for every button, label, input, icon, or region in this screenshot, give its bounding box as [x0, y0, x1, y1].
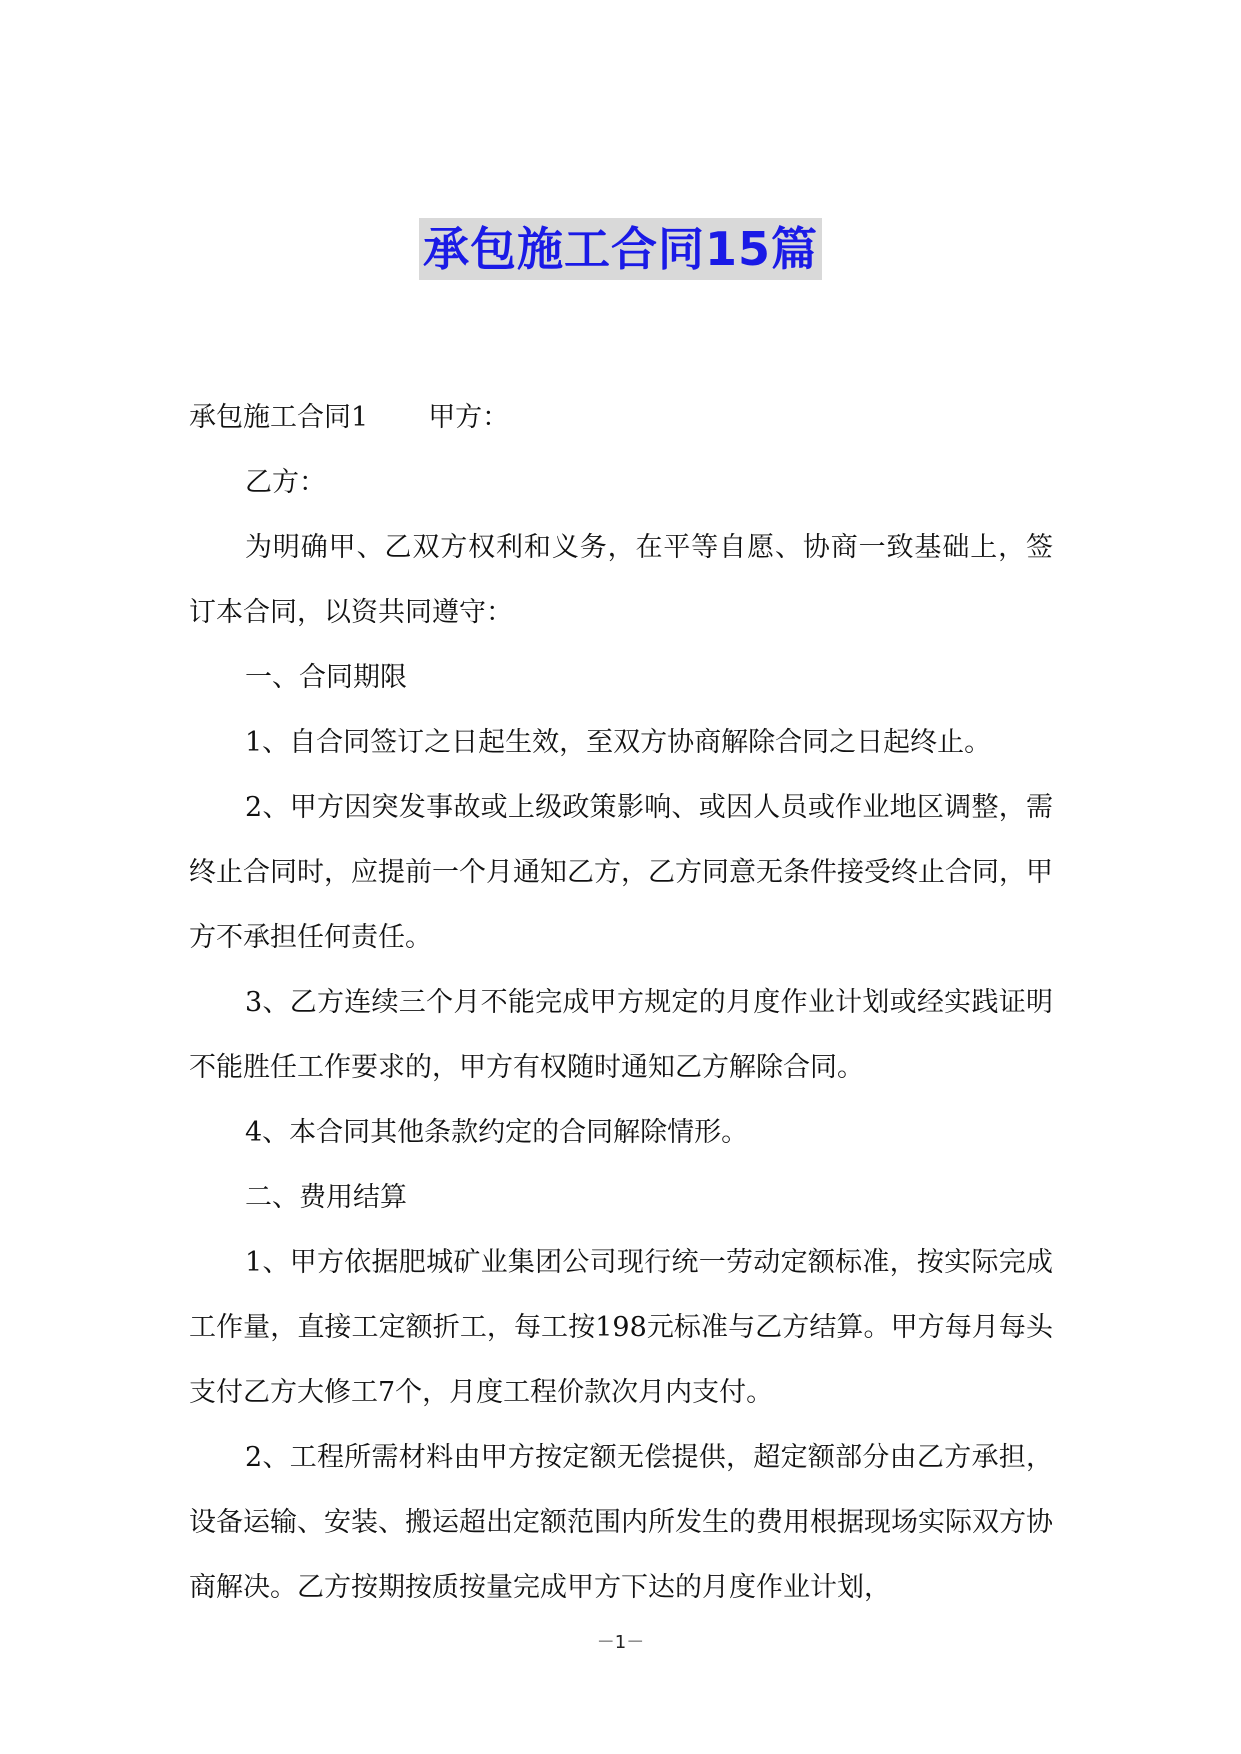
- document-title: 承包施工合同15篇: [419, 218, 822, 280]
- section-title: 承包施工合同1: [189, 402, 369, 433]
- paragraph: 3、乙方连续三个月不能完成甲方规定的月度作业计划或经实践证明不能胜任工作要求的，甲方有权随时通知乙方解除合同。: [189, 987, 1053, 1083]
- paragraph: 乙方：: [245, 467, 326, 498]
- heading-line: [189, 385, 1053, 450]
- document-body: [189, 385, 1053, 1620]
- paragraph: 4、本合同其他条款约定的合同解除情形。: [245, 1117, 749, 1148]
- title-container: [0, 218, 1241, 280]
- section-heading: 一、合同期限: [245, 662, 407, 693]
- paragraph: 1、甲方依据肥城矿业集团公司现行统一劳动定额标准，按实际完成工作量，直接工定额折工，每工按198元标准与乙方结算。甲方每月每头支付乙方大修工7个，月度工程价款次月内支付。: [189, 1247, 1053, 1408]
- paragraph: 2、工程所需材料由甲方按定额无偿提供，超定额部分由乙方承担，设备运输、安装、搬运超出定额范围内所发生的费用根据现场实际双方协商解决。乙方按期按质按量完成甲方下达的月度作业计划，: [189, 1442, 1053, 1603]
- section-heading: 二、费用结算: [245, 1182, 407, 1213]
- party-a-label: 甲方：: [428, 402, 510, 433]
- paragraph: 1、自合同签订之日起生效，至双方协商解除合同之日起终止。: [245, 727, 992, 758]
- paragraph: 为明确甲、乙双方权利和义务，在平等自愿、协商一致基础上，签订本合同，以资共同遵守：: [189, 532, 1053, 628]
- page-number: －1－: [596, 1632, 645, 1653]
- paragraph: 2、甲方因突发事故或上级政策影响、或因人员或作业地区调整，需终止合同时，应提前一个月通知乙方，乙方同意无条件接受终止合同，甲方不承担任何责任。: [189, 792, 1053, 953]
